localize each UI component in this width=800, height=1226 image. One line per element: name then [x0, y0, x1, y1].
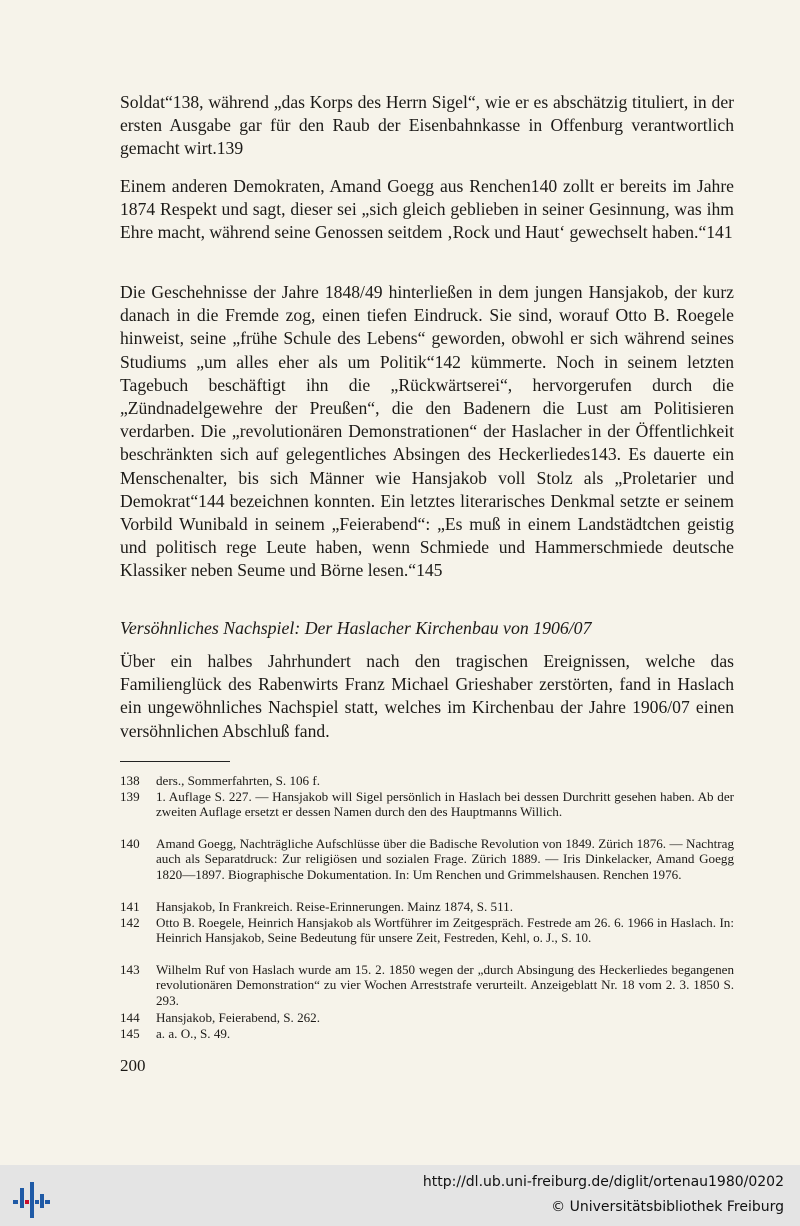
- footnote-140: [120, 836, 734, 882]
- footnote-139: [120, 789, 734, 820]
- footnote-text: Hansjakob, Feierabend, S. 262.: [156, 1010, 321, 1025]
- section-heading: Versöhnliches Nachspiel: Der Haslacher Kirchenbau von 1906/07: [120, 618, 592, 638]
- footnote-141: [120, 899, 734, 914]
- footnote-number: 144: [120, 1010, 140, 1025]
- footnote-number: 139: [120, 789, 140, 804]
- source-url-link[interactable]: http://dl.ub.uni-freiburg.de/diglit/ortenau1980/0202: [422, 1174, 784, 1190]
- footnote-text: Hansjakob, In Frankreich. Reise-Erinnerungen. Mainz 1874, S. 511.: [156, 899, 513, 914]
- footnote-text: 1. Auflage S. 227. — Hansjakob will Sigel persönlich in Haslach bei dessen Durchritt gesehen haben. Ab der zweiten Auflage ersetzt er dessen Namen durch den des Hauptmanns Willich.: [156, 789, 734, 820]
- ub-freiburg-logo-icon: [12, 1180, 52, 1220]
- footnote-divider: [120, 761, 230, 762]
- footnote-text: a. a. O., S. 49.: [156, 1026, 231, 1041]
- paragraph-3: Die Geschehnisse der Jahre 1848/49 hinterließen in dem jungen Hansjakob, der kurz danach in die Fremde zog, einen tiefen Eindruck. Sie sind, worauf Otto B. Roegele hinweist, seine „frühe Schule des Lebens“ geworden, obwohl er sich während seines Studiums „um alles eher als um Politik“142 kümmerte. Noch in seinem letzten Tagebuch beschäftigt ihn die „Rückwärtserei“, hervorgerufen durch die „Zündnadelgewehre der Preußen“, die den Badenern die Lust am Politisieren verdarben. Die „revolutionären Demonstrationen“ der Haslacher in der Öffentlichkeit beschränkten sich auf gelegentliches Absingen des Heckerliedes143. Es dauerte ein Menschenalter, bis sich Männer wie Hansjakob voll Stolz als „Proletarier und Demokrat“144 bezeichnen konnten. Ein letztes literarisches Denkmal setzte er seinem Vorbild Wunibald in seinem „Feierabend“: „Es muß in einem Landstädtchen geistig und politisch rege Leute haben, wenn Schmiede und Hammerschmiede deutsche Klassiker neben Seume und Börne lesen.“145: [120, 282, 734, 581]
- footnote-number: 142: [120, 915, 140, 930]
- paragraph-1: Soldat“138, während „das Korps des Herrn Sigel“, wie er es abschätzig tituliert, in der ersten Ausgabe gar für den Raub der Eisenbahnkasse in Offenburg verantwortlich gemacht wirt.139: [120, 92, 734, 159]
- footnote-144: [120, 1010, 734, 1025]
- footnote-number: 143: [120, 962, 140, 977]
- paragraph-4: Über ein halbes Jahrhundert nach den tragischen Ereignissen, welche das Familienglück des Rabenwirts Franz Michael Grieshaber zerstörten, fand in Haslach ein ungewöhnliches Nachspiel statt, welches im Kirchenbau der Jahre 1906/07 einen versöhnlichen Abschluß fand.: [120, 651, 734, 741]
- footnote-number: 140: [120, 836, 140, 851]
- footnote-138: [120, 773, 734, 788]
- footnote-145: [120, 1026, 734, 1041]
- footnote-text: ders., Sommerfahrten, S. 106 f.: [156, 773, 321, 788]
- footnote-142: [120, 915, 734, 946]
- footnote-text: Wilhelm Ruf von Haslach wurde am 15. 2. 1850 wegen der „durch Absingung des Heckerliedes begangenen revolutionären Demonstration“ zu vier Wochen Arreststrafe verurteilt. Anzeigeblatt Nr. 18 vom 2. 3. 1850 S. 293.: [156, 962, 734, 1008]
- footnote-number: 138: [120, 773, 140, 788]
- paragraph-2: Einem anderen Demokraten, Amand Goegg aus Renchen140 zollt er bereits im Jahre 1874 Respekt und sagt, dieser sei „sich gleich geblieben in seiner Gesinnung, was ihm Ehre macht, während seine Genossen seitdem ‚Rock und Haut‘ gewechselt haben.“141: [120, 176, 734, 243]
- page-number: 200: [120, 1056, 146, 1075]
- footnote-text: Otto B. Roegele, Heinrich Hansjakob als Wortführer im Zeitgespräch. Festrede am 26. 6. 1966 in Haslach. In: Heinrich Hansjakob, Seine Bedeutung für unsere Zeit, Festreden, Kehl, o. J., S. 10.: [156, 915, 734, 946]
- footnote-number: 145: [120, 1026, 140, 1041]
- copyright-notice: © Universitätsbibliothek Freiburg: [551, 1199, 784, 1215]
- footnote-number: 141: [120, 899, 140, 914]
- footnote-143: [120, 962, 734, 1008]
- footnote-text: Amand Goegg, Nachträgliche Aufschlüsse über die Badische Revolution von 1849. Zürich 1876. — Nachtrag auch als Separatdruck: Zur religiösen und sozialen Frage. Zürich 1889. — Iris Dinkelacker, Amand Goegg 1820—1897. Biographische Dokumentation. In: Um Renchen und Grimmelshausen. Renchen 1976.: [156, 836, 734, 882]
